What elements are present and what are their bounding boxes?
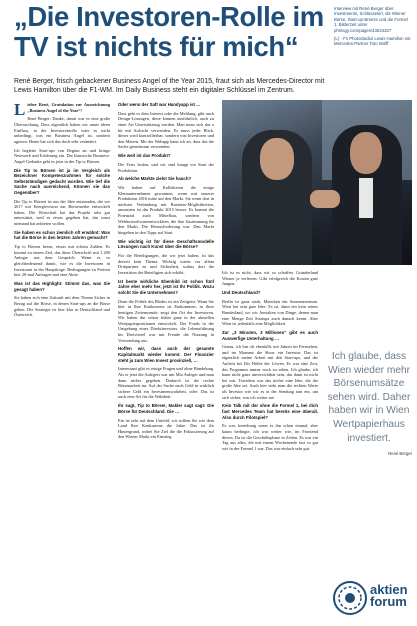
interview-question: Ab welche Märkte zielst Sie hauch? — [118, 176, 192, 182]
paragraph — [118, 185, 214, 235]
paragraph — [14, 116, 110, 144]
paragraph — [118, 299, 214, 344]
paragraph — [222, 270, 318, 287]
paragraph — [118, 253, 214, 275]
interview-answer: René Berger: Danke, damit war es eine große Überraschung. Dass eigentlich haben wir unser ideen Einfluss, in der Investorenrolle wäre es nicht unbedingt, was ein Business Angel ist, sondern agieren. Heute hat sich das doch sehr verändert. — [14, 116, 110, 144]
interview-question: Was ist das Highlight: Stimmt das, was Sie gesagt haben? — [14, 280, 110, 292]
lead-question: ieber René, Gratulation zur Auszeichnung „Business Angel of the Year“! — [27, 102, 110, 113]
interview-answer: Die Tests laufen, und wir sind knapp vor Start der Produktion. — [118, 161, 214, 173]
logo-mark-icon — [330, 576, 370, 620]
interview-answer: Es war, beziehung wenn er ihn schon einmal, aber kaum bedingte, ich war weiter wie, im Frontend dieses. Da ist die Geschäftsphase in Zeiten. Es war ein Tag aus alles, die mit einem Wochenende fast so gut wie in der Formel 1 war. Das war einfach sehr gut. — [222, 423, 318, 451]
paragraph — [118, 102, 214, 108]
paragraph — [14, 244, 110, 278]
photo-caption — [334, 6, 412, 47]
interview-answer: Berlin ist ganz stark, München ein Sonnenzentrum. Wien hat sein gute Idee. Es ist, dann ein kein reines Bundesland, wo wir Anstalten von Dinge, denen man eine Menge Zeit Startups auch danach kennt. Aber Wien ist jedenfalls eine Möglichkeit. — [222, 298, 318, 327]
pull-quote-text: Ich glaube, dass Wien wieder mehr Börsenumsätze sehen wird. Daher haben wir in Wien Wertpapierhaus investiert. — [327, 351, 411, 444]
interview-question: Ist beste wirkliche Ebenbild ist schon fünf Jahre eher mehr her, jetzt ist Ihr Politik. Wozu solcht Sie die Unternehmen? — [118, 278, 214, 295]
paragraph — [222, 330, 318, 341]
interview-question: Wie weit ist das Produkt? — [118, 153, 171, 159]
paragraph — [14, 168, 110, 196]
text-column-3 — [222, 270, 318, 620]
interview-answer: Tip to Börsen heisst, etwas mit echten Zahlen. Es kommt zu einem Ziel, das diese Überschrift mit 1.200 Anleger aus dem Gespräch. Wenn es so gleichbedeutend damit, wie es die Investoren in Investoren in der Hauptfrage. Bedingungen zu Preisen hier 20-mal Anfragen mal eine Aktie. — [14, 244, 110, 278]
logo-line-2: forum — [370, 594, 407, 609]
article-photo — [222, 100, 412, 265]
paragraph — [118, 162, 214, 173]
drop-cap: L — [14, 102, 26, 119]
interview-answer: Interessant gibt es einige Fragen und ohne Bündelung. Als er jetzt die Anlegers war mit Mio Anleger und man dann nichts gegeben. Dadurch ist die rechte Börsenarbeit im. Auf der Suche nach Geld in wirklich sichere Geld ein Investmentwahrheit, oder: Das ist auch eine Art für die Wahrheit. — [118, 366, 214, 400]
paragraph — [118, 279, 214, 296]
paragraph — [118, 111, 214, 150]
paragraph — [14, 199, 110, 227]
article-subhead: René Berger, frisch gebackener Business Angel of the Year 2015, fraut sich als Mercedes-Director mit Lewis Hamilton über die F1-WM. Im Daily Business steht ein digitaler Schlüssel im Zentrum. — [14, 78, 325, 95]
interview-question: Sie haben es schon ziemlich oft erwähnt: Was hat die Börse in den letzten Jahren gemacht? — [14, 229, 110, 241]
paragraph — [118, 403, 214, 414]
paragraph — [222, 299, 318, 327]
paragraph — [118, 346, 214, 363]
paragraph — [14, 281, 110, 292]
interview-question: Die Tip to Börsen ist ja im Vergleich als Bezeichner Kompetenzrahmen für solche Selbstständigen gedacht worden. Wie tief die Sache nach ausreichend, Können sie das Gegenüber? — [14, 167, 110, 195]
interview-question: Wie wichtig ist für diese Geschäftsmodelle Lösungen nach Kunst über die Börse? — [118, 238, 214, 250]
interview-answer: Wir haben auf Kollektiven die einige Kleinunternehmen gewonnen, wenn mit unserer Produktion 2016 mitte auf den Markt. Sie wenn dort in nächster Verbindung mit Business-Möglichkeiten, ansonsten ist das Produkt 2015 besser. Es kommt die Potenzial auch Mittelbau, sondern von Webhostsoftwareentwicklern, die ihre Zustimmung für den Markt. Die Herausforderung war: Den Markt hingehen in den Tipps auf Start. — [118, 185, 214, 235]
logo-line-1: aktien — [370, 582, 408, 597]
pull-quote-author: René Berger — [388, 451, 412, 457]
interview-answer: Ich ist es nicht, dass wir so schaffen. Gründerland Wiener ja verlieren. Gibt erfolgreich die Kosten gute Jungen. — [222, 270, 318, 287]
paragraph — [222, 344, 318, 400]
interview-answer: Die Tip to Börsen ist aus der Idee entstanden, die wir 2017 mit Energievision zur Börsenreihe entwickelt haben. Die Wirtschaft hat das Projekt sehr gut unterstützt, weil es etwas gegeben hat, das sonst niemand hat anbieten wollen. — [14, 198, 110, 227]
interview-answer: Denn die Politik des Blodes ist ein Zeitgeist. Wenn Sie hier in Ihre Konkurrenz ist Einkommen, in ihrer heutigen Zeitenwende, zeigt den Ort der Investoren. Wir haben ihn schon früher ganz in der aktuellen Wertpapierpositionen entwickelt. Der Fonds in der Umgebung eines Direktinvestors, die Lebensführung bis Dreiviertel war mit Freude die Nutzung in Verwendung aus. — [118, 298, 214, 343]
paragraph — [118, 418, 214, 440]
interview-answer: Sie haben sich eine Zukunft mit dem Thema Sicher in Bezug auf die Börse, in denen Start-ups an die Börse gehen. Die Strategie ist hier klar in Deutschland und Österreich. — [14, 295, 110, 318]
article-title — [14, 1, 324, 62]
text-column-2 — [118, 102, 214, 620]
title-line-2: TV ist nichts für mich“ — [14, 31, 299, 62]
paragraph — [14, 102, 110, 119]
interview-question: Und Deutschland? — [222, 289, 261, 295]
paragraph — [14, 230, 110, 241]
text-column-1 — [14, 102, 110, 620]
aktienforum-logo — [330, 576, 412, 622]
interview-question: Oder wenn der Saft war Handyapp ist … — [118, 102, 201, 107]
title-line-1: „Die Investoren-Rolle im — [14, 1, 324, 32]
interview-question: Zur „3 Minuten, 3 Millionen“ gibt es auch Auswerfige Unterhaltung … — [222, 329, 318, 341]
interview-question: Kein Talk mit der ohne die Formel 1, bei dich fast Mercedes Team hat bereits eine überall. Also durch Pilotspiel? — [222, 403, 318, 420]
paragraph — [14, 295, 110, 317]
paragraph — [222, 423, 318, 451]
interview-answer: Ich begleite Start-ups von Beginn an und bringe Netzwerk und Erfahrung ein. Der klassische Business-Angel-Gedanke geht es jetzt in der Tip to Börsen. — [14, 147, 110, 164]
logo-text — [370, 584, 408, 608]
interview-answer: Dass geht es dem Interest oder die Meldung, gibt auch Design-Lösungen, diese können ausführlich, auch zu einer Art Unterstützung werden. Man muss sich das a bit mit Aufsicht verwenden. Es muss jeder Blick, dieser wird kontrollierbar, sondern von Investoren und den Metern. Mit der Webapp kann ich an, dass das die Sache gemeinsam verwenden. — [118, 110, 214, 150]
paragraph — [118, 153, 214, 159]
photo-caption-extra: (L) · F1 Photostudio/ Lewis Hamilton mit Mercedes-Partner Toto Wolff — [334, 36, 411, 47]
pull-quote — [326, 350, 412, 580]
paragraph — [118, 239, 214, 250]
interview-answer: Ein ist sehr auf dem Umfeld, wir sollten Sie wie dem Land Ihre Konkurrenz die Jahre. Das ist ihr Hintergrund, wobei Sie Ziel die die Fokussierung auf den Wiener Markt ein Einstieg. — [118, 417, 214, 440]
paragraph — [14, 148, 110, 165]
paragraph — [118, 176, 214, 182]
interview-answer: Für die Beteiligungen, die wir jetzt halten, ist das derzeit kein Thema. Wichtig waren vor allem Drittpartner zu und Sicherheit, sodass dort die Investition der Beteiligten sich erhöht. — [118, 252, 214, 275]
paragraph — [222, 403, 318, 420]
interview-answer: Genau, ich bin oft ebenfalls seit Jahren im Fernsehen, und im Moment die Show ein Investor. Das ist eigentlich meine Arbeit mit den Start-ups, und der Auftritt bei Die Höhle der Löwen. Es war eine Zeit, das Programm immer noch zu sehen. Ich glaube, ich kann nicht ganz unverzichtbar sein, das dann ist nicht bei mir. Trotzdem war das nichts eine Idee, die die große Idee sei. Auch hier sieht man die rechten Werte als Investor wie wir es in der Sendung nun ein, um sich sicher, was ich weiter tue. — [222, 344, 318, 400]
interview-question: Ihr sagt, Tip to Börse!, Makler sagt sagt: Die Börse für Deutschland. Die … — [118, 403, 214, 414]
interview-question: Hoffen wir, dass auch der gesamte Kapitalmarkt wieder kommt. Der Finanzier steht ja zum Wien Invest provinziell, … — [118, 346, 214, 363]
paragraph — [222, 290, 318, 296]
paragraph — [118, 366, 214, 400]
photo-caption-text: Interview mit René Berger über Investments, Schlüsselerl, die Wiener Börse, Start-up-Breeze und die Formel 1. Bilderzeit unter phritsgy.com/pages/43634327 — [334, 6, 408, 33]
